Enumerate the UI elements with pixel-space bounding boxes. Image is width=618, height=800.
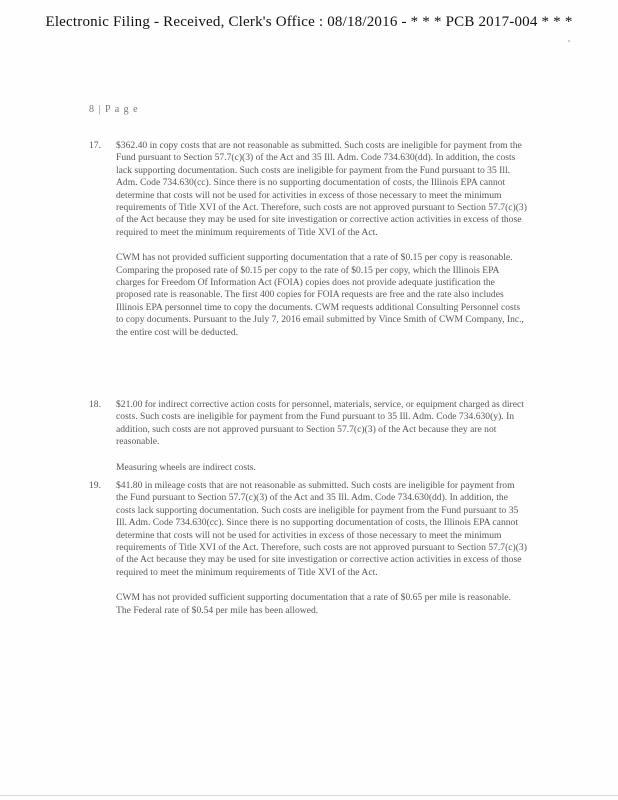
item-number: 19. (89, 480, 101, 491)
scan-speck (568, 40, 570, 42)
page-number: 8 | P a g e (89, 104, 139, 115)
page-bottom-edge (0, 795, 618, 796)
item-paragraph: $362.40 in copy costs that are not reasonable as submitted. Such costs are ineligible for payment from the Fund pursuant to Section 57.7(c)(3) of the Act and 35 Ill. Adm. Code 734.630(dd). In addition, the costs lack supporting documentation. Such costs are ineligible for payment from the Fund pursuant to 35 Ill. Adm. Code 734.630(cc). Since there is no supporting documentation of costs, the Illinois EPA cannot determine that costs will not be used for activities in excess of those necessary to meet the minimum requirements of Title XVI of the Act. Therefore, such costs are not approved pursuant to Section 57.7(c)(3) of the Act because they may be used for site investigation or corrective action activities in excess of those required to meet the minimum requirements of Title XVI of the Act. (116, 140, 527, 238)
item-paragraph: $21.00 for indirect corrective action costs for personnel, materials, service, or equipment charged as direct costs. Such costs are ineligible for payment from the Fund pursuant to 35 Ill. Adm. Code 734.630(y). In addition, such costs are not approved pursuant to Section 57.7(c)(3) of the Act because they are not reasonable. (116, 399, 524, 448)
item-paragraph: CWM has not provided sufficient supporting documentation that a rate of $0.65 per mile is reasonable. The Federal rate of $0.54 per mile has been allowed. (116, 592, 511, 616)
item-paragraph: $41.80 in mileage costs that are not reasonable as submitted. Such costs are ineligible for payment from the Fund pursuant to Section 57.7(c)(3) of the Act and 35 Ill. Adm. Code 734.630(dd). In addition, the costs lack supporting documentation. Such costs are ineligible for payment from the Fund pursuant to 35 Ill. Adm. Code 734.630(cc). Since there is no supporting documentation of costs, the Illinois EPA cannot determine that costs will not be used for activities in excess of those necessary to meet the minimum requirements of Title XVI of the Act. Therefore, such costs are not approved pursuant to Section 57.7(c)(3) of the Act because they may be used for site investigation or corrective action activities in excess of those required to meet the minimum requirements of Title XVI of the Act. (116, 480, 527, 578)
item-paragraph: Measuring wheels are indirect costs. (116, 461, 256, 473)
list-item-18 (89, 399, 529, 474)
filing-stamp-header: Electronic Filing - Received, Clerk's Office : 08/18/2016 - * * * PCB 2017-004 * * * (45, 14, 573, 30)
item-number: 17. (89, 140, 101, 151)
item-paragraph: CWM has not provided sufficient supporting documentation that a rate of $0.15 per copy is reasonable. Comparing the proposed rate of $0.15 per copy to the rate of $0.15 per copy, which the Illinois EPA charges for Freedom Of Information Act (FOIA) copies does not provide adequate justification the proposed rate is reasonable. The first 400 copies for FOIA requests are free and the rate also includes Illinois EPA personnel time to copy the documents. CWM requests additional Consulting Personnel costs to copy documents. Pursuant to the July 7, 2016 email submitted by Vince Smith of CWM Company, Inc., the entire cost will be deducted. (116, 252, 524, 338)
item-body (116, 399, 527, 474)
item-body (116, 480, 527, 617)
item-number: 18. (89, 399, 101, 410)
item-body (116, 140, 527, 339)
list-item-19 (89, 480, 529, 617)
list-item-17 (89, 140, 529, 339)
